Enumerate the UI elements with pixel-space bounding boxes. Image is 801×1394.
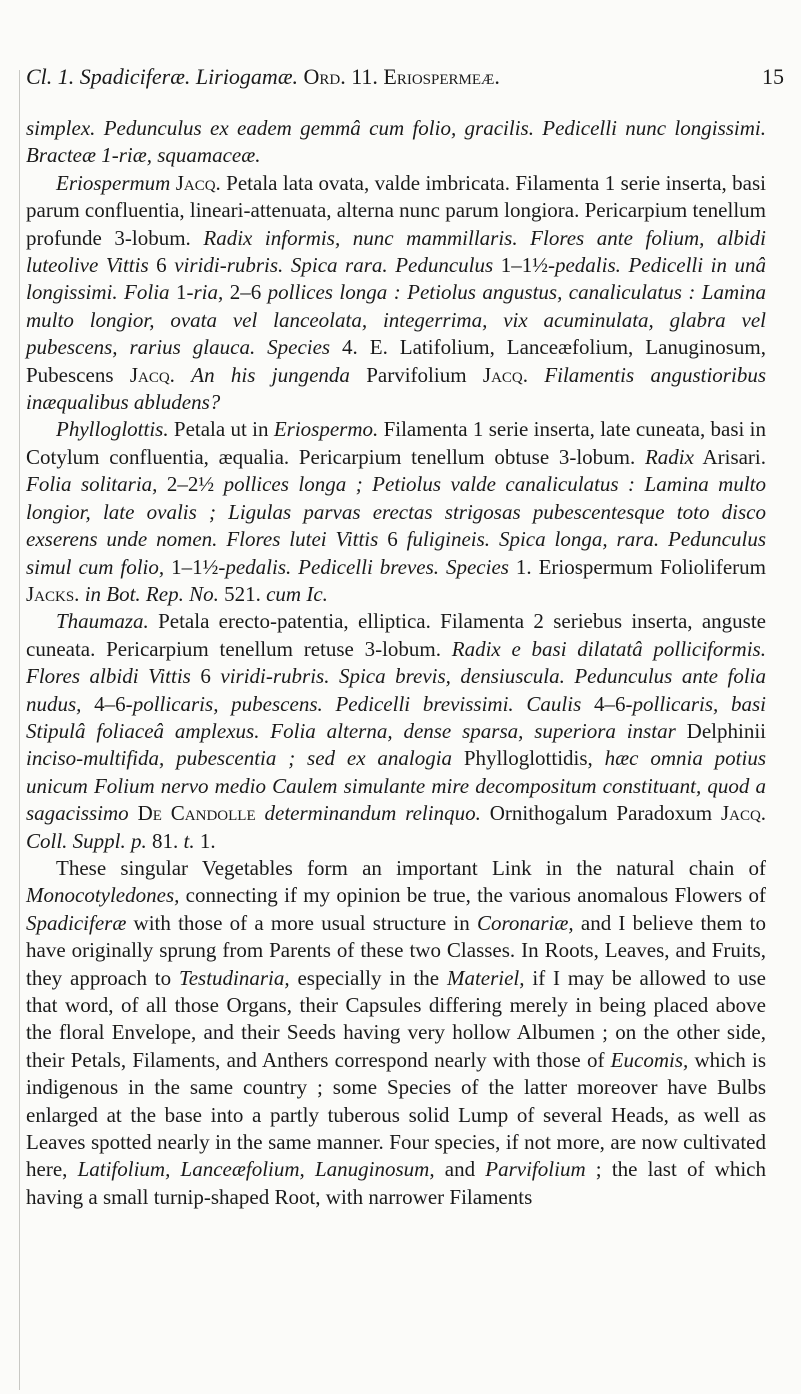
- text-run: Radix informis, nunc mammillaris. Flores ante folium, albidi luteolive Vittis: [26, 225, 766, 278]
- text-run: Eucomis,: [610, 1047, 689, 1072]
- text-run: Jacq.: [720, 801, 767, 826]
- text-run: simplex. Pedunculus ex eadem gemmâ cum folio, gracilis. Pedicelli nunc longissimi. Bracteæ 1-riæ, squamaceæ.: [26, 116, 766, 168]
- text-run: Ornithogalum Paradoxum: [480, 801, 721, 826]
- text-run: Monocotyledones,: [26, 883, 180, 908]
- text-run: viridi-rubris. Spica rara. Pedunculus: [174, 253, 494, 278]
- text-run: 81.: [146, 828, 184, 853]
- text-run: Folia solitaria,: [26, 472, 158, 497]
- text-run: in Bot. Rep. No.: [84, 581, 219, 606]
- text-run: 4–6-: [81, 691, 133, 716]
- text-run: determinandum relinquo.: [264, 801, 481, 826]
- text-run: if I may be allowed to use that word, of all those Organs, their Capsules differing merely in being placed above the floral Envelope, and their Seeds having very hollow Albumen ; on the other side, their Petals, Filaments, and Anthers correspond nearly with those of: [26, 965, 766, 1072]
- page-margin-rule: [19, 70, 20, 1390]
- running-header: [26, 64, 784, 90]
- text-run: Eriospermum: [56, 170, 171, 195]
- text-run: [175, 363, 191, 387]
- text-run: An his jungenda: [191, 362, 350, 387]
- paragraph-discussion: [26, 855, 766, 1211]
- text-run: connecting if my opinion be true, the various anomalous Flowers of: [179, 883, 766, 908]
- text-run: 6: [148, 253, 175, 278]
- text-run: Thaumaza.: [56, 609, 149, 634]
- text-run: Phylloglottidis,: [452, 746, 605, 771]
- page-number: 15: [762, 64, 784, 89]
- text-run: and: [434, 1157, 486, 1182]
- text-run: Parvifolium: [485, 1157, 586, 1182]
- text-run: Arisari.: [693, 444, 767, 469]
- text-run: hæc omnia potius unicum Folium nervo medio Caulem simulante mire decompositum constituant, quod a sagacissimo: [26, 746, 766, 826]
- text-run: pollices longa : Petiolus angustus, canaliculatus : Lamina multo longior, ovata vel lanceolata, integerrima, vix acuminulata, glabra vel pubescens, rarius glauca. Species: [26, 280, 766, 360]
- text-run: 1-: [169, 280, 194, 305]
- text-run: Radix: [644, 444, 694, 469]
- text-run: 6: [190, 664, 221, 689]
- text-run: 2–6: [223, 280, 268, 305]
- text-run: fuligineis. Spica longa, rara. Pedunculus simul cum folio,: [26, 527, 766, 579]
- text-run: [528, 363, 544, 387]
- text-run: ria,: [193, 280, 224, 305]
- text-run: Jacq.: [482, 362, 528, 387]
- text-run: Parvifolium: [349, 362, 483, 387]
- text-run: 6: [378, 527, 407, 552]
- text-run: Jacq.: [129, 362, 175, 387]
- paragraph-thaumaza: [26, 608, 766, 855]
- paragraph-continuation: [26, 115, 766, 170]
- text-run: Latifolium, Lanceæfolium, Lanuginosum,: [77, 1157, 435, 1182]
- text-run: 4. E. Latifolium, Lanceæfolium, Lanuginosum, Pubescens: [26, 335, 766, 387]
- text-run: Spadiciferæ: [26, 910, 127, 935]
- text-run: which is indigenous in the same country ; some Species of the latter moreover have Bulbs enlarged at the base into a partly tuberous solid Lump of several Heads, as well as Leaves spotted nearly in the same manner. Four species, if not more, are now cultivated here,: [26, 1047, 766, 1182]
- text-run: These singular Vegetables form an important Link in the natural chain of: [56, 855, 766, 880]
- text-run: 1–1½-: [493, 253, 555, 278]
- paragraph-phylloglottis: [26, 416, 766, 608]
- text-run: Materiel,: [446, 965, 525, 990]
- text-run: [256, 801, 265, 825]
- text-run: and I believe them to have originally sprung from Parents of these two Classes. In Roots, Leaves, and Fruits, they approach to: [26, 910, 766, 990]
- text-run: Delphinii: [675, 718, 767, 743]
- paragraph-eriospermum: [26, 170, 766, 417]
- text-run: especially in the: [289, 965, 447, 990]
- text-run: Petala lata ovata, valde imbricata. Filamenta 1 serie inserta, basi parum confluentia, lineari-attenuata, alterna nunc parum longiora. Pericarpium tenellum profunde 3-lobum.: [26, 170, 767, 250]
- header-class-name: Spadiciferæ.: [79, 64, 191, 89]
- header-subclass: Liriogamæ.: [195, 64, 298, 89]
- text-run: [129, 801, 138, 825]
- header-class-number: Cl. 1.: [26, 64, 75, 89]
- text-run: 1. Eriospermum Folioliferum: [508, 554, 766, 579]
- text-run: ; the last of which having a small turnip-shaped Root, with narrower Filaments: [26, 1157, 767, 1209]
- text-run: Filamentis angustioribus inæqualibus abludens?: [26, 362, 766, 415]
- text-run: with those of a more usual structure in: [126, 910, 477, 935]
- text-run: Testudinaria,: [178, 965, 290, 990]
- text-run: Jacks.: [26, 581, 80, 606]
- body-text: [26, 115, 766, 1211]
- text-run: 2–2½: [157, 472, 224, 497]
- text-run: cum Ic.: [266, 581, 328, 606]
- text-run: Radix e basi dilatatâ polliciformis. Flores albidi Vittis: [26, 636, 766, 689]
- text-run: Coronariæ,: [476, 910, 574, 935]
- text-run: pollicaris, basi Stipulâ foliaceâ amplexus. Folia alterna, dense sparsa, superiora instar: [26, 691, 767, 743]
- text-run: viridi-rubris. Spica brevis, densiuscula. Pedunculus ante folia nudus,: [26, 664, 766, 716]
- text-run: 4–6-: [581, 691, 633, 716]
- text-run: pedalis. Pedicelli in unâ longissimi. Folia: [26, 253, 766, 305]
- text-run: 1.: [194, 828, 216, 853]
- text-run: pollicaris, pubescens. Pedicelli brevissimi. Caulis: [132, 691, 582, 716]
- text-run: Coll. Suppl. p.: [26, 828, 147, 853]
- header-order: Ord. 11. Eriospermeæ.: [303, 64, 500, 89]
- text-run: pollices longa ; Petiolus valde canaliculatus : Lamina multo longior, late ovalis ; Ligulas parvas erectas strigosas pubescentesque toto disco exserens unde nomen. Flores lutei Vittis: [26, 472, 766, 552]
- text-run: De Candolle: [137, 801, 256, 826]
- text-run: inciso-multifida, pubescentia ; sed ex analogia: [26, 746, 453, 771]
- text-run: Filamenta 1 serie inserta, late cuneata, basi in Cotylum confluentia, æqualia. Pericarpium tenellum obtuse 3-lobum.: [26, 417, 767, 469]
- text-run: Jacq.: [175, 170, 221, 195]
- text-run: Phylloglottis.: [56, 417, 169, 442]
- text-run: 521.: [218, 581, 267, 606]
- text-run: Petala erecto-patentia, elliptica. Filamenta 2 seriebus inserta, anguste cuneata. Pericarpium tenellum retuse 3-lobum.: [26, 609, 766, 661]
- text-run: Petala ut in: [168, 417, 274, 442]
- text-run: Eriospermo.: [273, 417, 379, 442]
- text-run: t.: [183, 828, 195, 853]
- text-run: pedalis. Pedicelli breves. Species: [225, 554, 509, 579]
- text-run: 1–1½-: [164, 554, 226, 579]
